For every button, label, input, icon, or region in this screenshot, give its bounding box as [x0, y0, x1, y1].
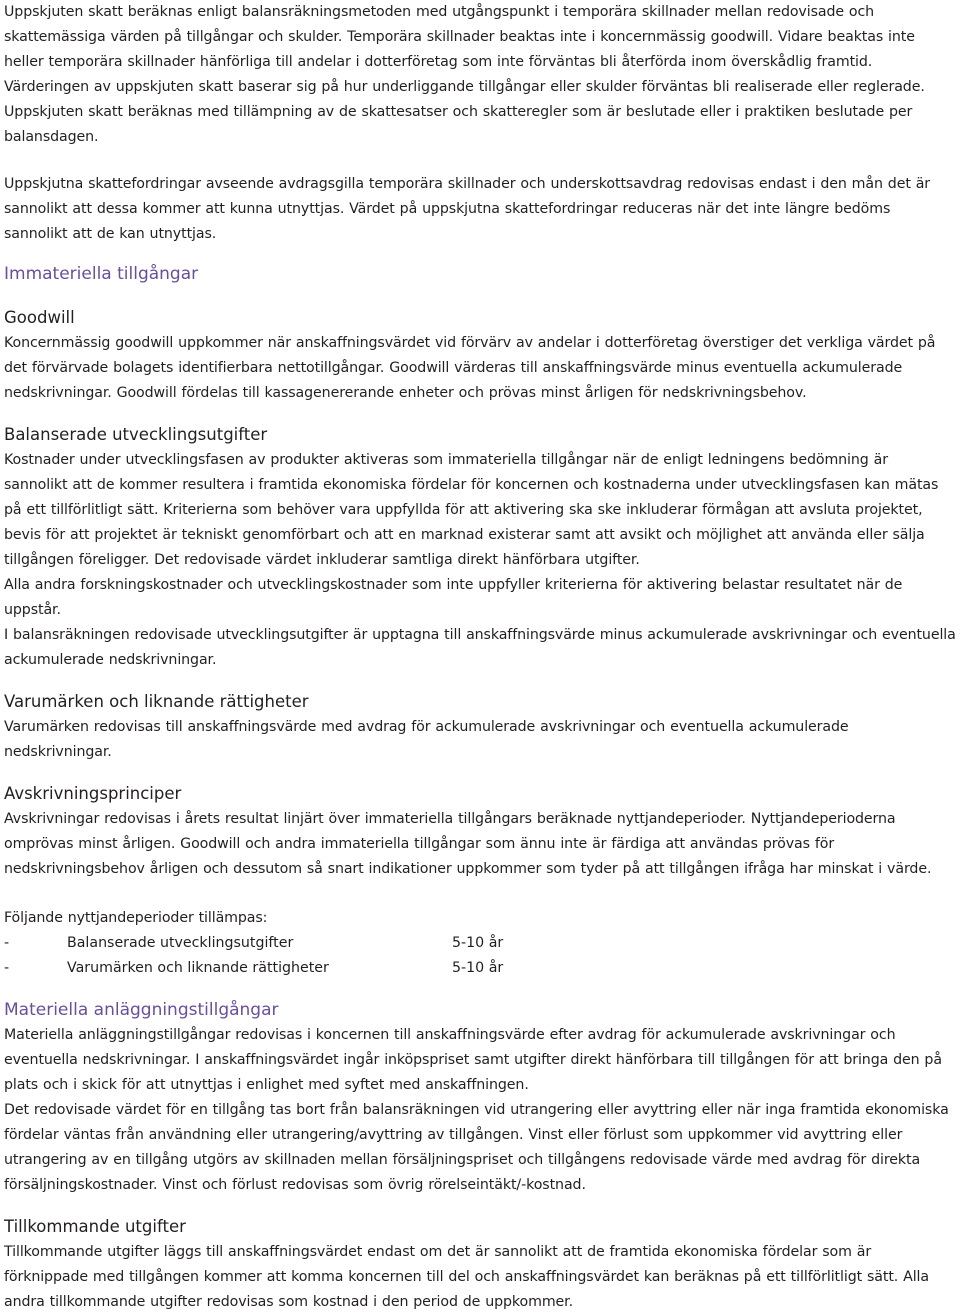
subheading-additional-expenditures: Tillkommande utgifter	[4, 1217, 186, 1236]
section-heading-tangible-assets: Materiella anläggningstillgångar	[4, 1000, 279, 1020]
research-costs-paragraph: Alla andra forskningskostnader och utvecklingskostnader som inte uppfyller kriterierna för aktivering belastar resultatet när de uppstår.	[4, 577, 903, 618]
list-dash: -	[4, 935, 10, 951]
subheading-goodwill: Goodwill	[4, 308, 75, 327]
development-costs-paragraph: Kostnader under utvecklingsfasen av produkter aktiveras som immateriella tillgångar när de enligt ledningens bedömning är sannolikt att de kommer resultera i framtida ekonomiska fördelar för koncernen och kostnaderna under utvecklingsfasen kan mätas på ett tillförlitligt sätt. Kriterierna som behöver vara uppfyllda för att aktivering ska ske inkluderar förmågan att avsluta projektet, bevis för att projektet är tekniskt genomförbart och att en marknad existerar samt att avsikt och möjlighet att använda eller sälja tillgången föreligger. Det redovisade värdet inkluderar samtliga direkt hänförbara utgifter.	[4, 452, 939, 568]
list-item-years: 5-10 år	[452, 960, 504, 976]
list-dash: -	[4, 960, 10, 976]
list-item-name: Balanserade utvecklingsutgifter	[67, 935, 294, 951]
goodwill-paragraph: Koncernmässig goodwill uppkommer när anskaffningsvärdet vid förvärv av andelar i dotterföretag överstiger det verkliga värdet på det förvärvade bolagets identifierbara nettotillgångar. Goodwill värderas till anskaffningsvärde minus eventuella ackumulerade nedskrivningar. Goodwill fördelas till kassagenererande enheter och prövas minst årligen för nedskrivningsbehov.	[4, 335, 936, 401]
subheading-trademarks: Varumärken och liknande rättigheter	[4, 692, 309, 711]
development-balance-paragraph: I balansräkningen redovisade utvecklingsutgifter är upptagna till anskaffningsvärde minus ackumulerade avskrivningar och eventuella ackumulerade nedskrivningar.	[4, 627, 956, 668]
useful-life-row	[4, 931, 956, 956]
useful-life-row	[4, 956, 956, 981]
deferred-tax-assets-paragraph: Uppskjutna skattefordringar avseende avdragsgilla temporära skillnader och underskottsavdrag redovisas endast i den mån det är sannolikt att dessa kommer att kunna utnyttjas. Värdet på uppskjutna skattefordringar reduceras när det inte längre bedöms sannolikt att de kan utnyttjas.	[4, 176, 931, 242]
amortization-paragraph: Avskrivningar redovisas i årets resultat linjärt över immateriella tillgångars beräknade nyttjandeperioder. Nyttjandeperioderna omprövas minst årligen. Goodwill och andra immateriella tillgångar som ännu inte är färdiga att användas prövas för nedskrivningsbehov årligen och dessutom så snart indikationer uppkommer som tyder på att tillgången ifråga har minskat i värde.	[4, 811, 932, 877]
disposal-paragraph: Det redovisade värdet för en tillgång tas bort från balansräkningen vid utrangering eller avyttring eller när inga framtida ekonomiska fördelar väntas från användning eller utrangering/avyttring av tillgången. Vinst eller förlust som uppkommer vid avyttring eller utrangering av en tillgång utgörs av skillnaden mellan försäljningspriset och tillgångens redovisade värde med avdrag för direkta försäljningskostnader. Vinst och förlust redovisas som övrig rörelseintäkt/-kostnad.	[4, 1102, 949, 1193]
trademarks-paragraph: Varumärken redovisas till anskaffningsvärde med avdrag för ackumulerade avskrivningar och eventuella ackumulerade nedskrivningar.	[4, 719, 849, 760]
list-item-name: Varumärken och liknande rättigheter	[67, 960, 329, 976]
tangible-assets-paragraph: Materiella anläggningstillgångar redovisas i koncernen till anskaffningsvärde efter avdrag för ackumulerade avskrivningar och eventuella nedskrivningar. I anskaffningsvärdet ingår inköpspriset samt utgifter direkt hänförbara till tillgången för att bringa den på plats och i skick för att utnyttjas i enlighet med syftet med anskaffningen.	[4, 1027, 942, 1093]
deferred-tax-paragraph: Uppskjuten skatt beräknas enligt balansräkningsmetoden med utgångspunkt i temporära skillnader mellan redovisade och skattemässiga värden på tillgångar och skulder. Temporära skillnader beaktas inte i koncernmässig goodwill. Vidare beaktas inte heller temporära skillnader hänförliga till andelar i dotterföretag som inte förväntas bli återförda inom överskådlig framtid. Värderingen av uppskjuten skatt baserar sig på hur underliggande tillgångar eller skulder förväntas bli realiserade eller reglerade. Uppskjuten skatt beräknas med tillämpning av de skattesatser och skatteregler som är beslutade eller i praktiken beslutade per balansdagen.	[4, 4, 925, 145]
subheading-development-costs: Balanserade utvecklingsutgifter	[4, 425, 268, 444]
subheading-amortization-principles: Avskrivningsprinciper	[4, 784, 182, 803]
section-heading-intangible-assets: Immateriella tillgångar	[4, 264, 199, 284]
useful-life-intro: Följande nyttjandeperioder tillämpas:	[4, 910, 268, 926]
list-item-years: 5-10 år	[452, 935, 504, 951]
additional-expenditures-paragraph: Tillkommande utgifter läggs till anskaffningsvärdet endast om det är sannolikt att de framtida ekonomiska fördelar som är förknippade med tillgången kommer att komma koncernen till del och anskaffningsvärdet kan beräknas på ett tillförlitligt sätt. Alla andra tillkommande utgifter redovisas som kostnad i den period de uppkommer.	[4, 1244, 929, 1310]
